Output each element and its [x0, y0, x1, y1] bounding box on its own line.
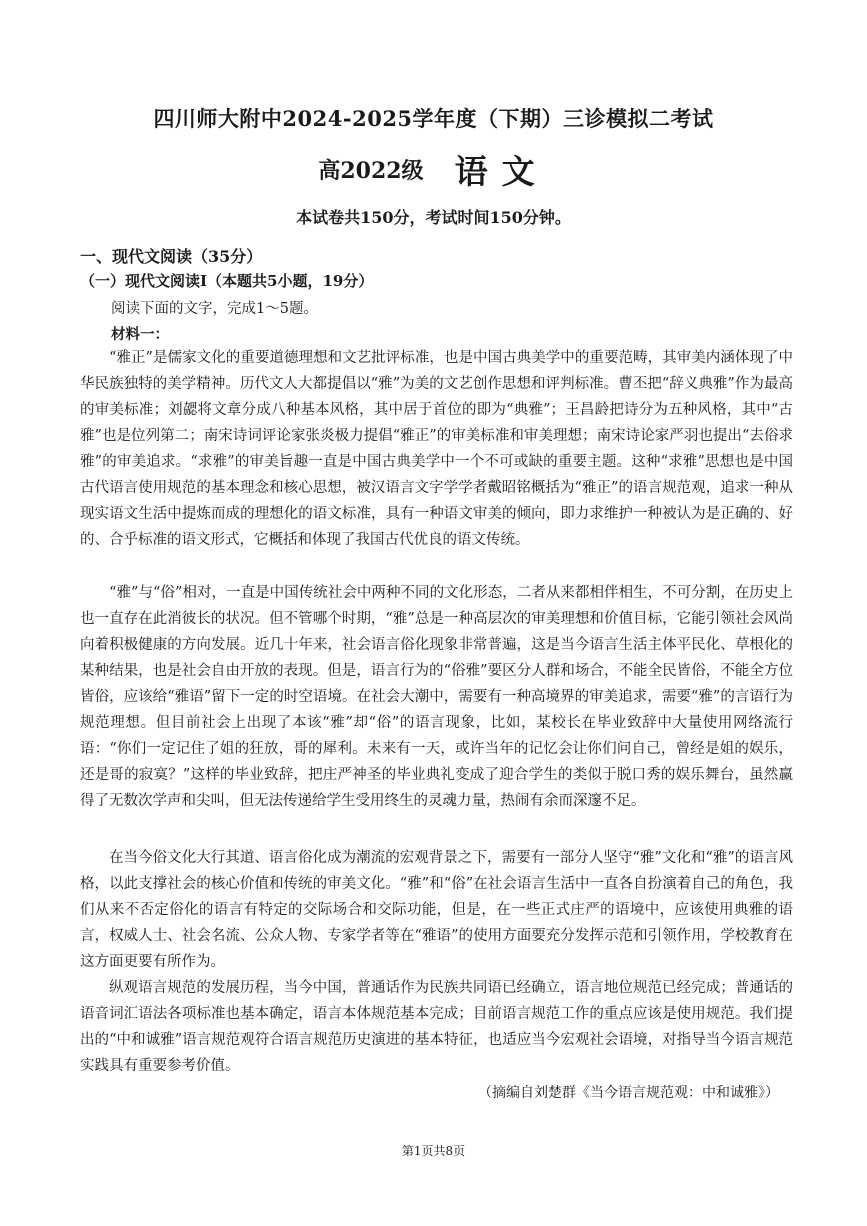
- exam-info: 本试卷共150分，考试时间150分钟。: [296, 208, 571, 227]
- subsection-heading: （一）现代文阅读Ⅰ（本题共5小题，19分）: [80, 272, 374, 290]
- page-indicator: 第1页共8页: [401, 1144, 466, 1158]
- body-paragraph: “雅正”是儒家文化的重要道德理想和文艺批评标准，也是中国古典美学中的重要范畴，其审美内涵体现了中华民族独特的美学精神。历代文人大都提倡以“雅”为美的文艺创作思想和评判标准。曹丕把“辞义典雅”作为最高的审美标准；刘勰将文章分成八种基本风格，其中居于首位的即为“典雅”；王昌龄把诗分为五种风格，其中“古雅”也是位列第二；南宋诗词评论家张炎极力提倡“雅正”的审美标准和审美理想；南宋诗论家严羽也提出“去俗求雅”的审美追求。“求雅”的审美旨趣一直是中国古典美学中一个不可或缺的重要主题。这种“求雅”思想也是中国古代语言使用规范的基本理念和核心思想，被汉语言文字学学者戴昭铭概括为“雅正”的语言规范观，追求一种从现实语文生活中提炼而成的理想化的语文标准，具有一种语文审美的倾向，即力求维护一种被认为是正确的、好的、合乎标准的语文形式，它概括和体现了我国古代优良的语文传统。: [80, 350, 793, 548]
- body-paragraph: “雅”与“俗”相对，一直是中国传统社会中两种不同的文化形态，二者从来都相伴相生，不可分割，在历史上也一直存在此消彼长的状况。但不管哪个时期，“雅”总是一种高层次的审美理想和价值目标，它能引领社会风尚向着积极健康的方向发展。近几十年来，社会语言俗化现象非常普遍，这是当今语言生活主体平民化、草根化的某种结果，也是社会自由开放的表现。但是，语言行为的“俗雅”要区分人群和场合，不能全民皆俗，不能全方位皆俗，应该给“雅语”留下一定的时空语境。在社会大潮中，需要有一种高境界的审美追求，需要“雅”的言语行为规范理想。但目前社会上出现了本该“雅”却“俗”的语言现象，比如，某校长在毕业致辞中大量使用网络流行语：“你们一定记住了姐的狂放，哥的犀利。未来有一天，或许当年的记忆会让你们问自己，曾经是姐的娱乐，还是哥的寂寞？”这样的毕业致辞，把庄严神圣的毕业典礼变成了迎合学生的类似于脱口秀的娱乐舞台，虽然赢得了无数次学声和尖叫，但无法传递给学生受用终生的灵魂力量，热闹有余而深邃不足。: [80, 585, 793, 809]
- body-paragraph: 纵观语言规范的发展历程，当今中国，普通话作为民族共同语已经确立，语言地位规范已经完成；普通话的语音词汇语法各项标准也基本确定，语言本体规范基本完成；目前语言规范工作的重点应该是使用规范。我们提出的“中和诚雅”语言规范观符合语言规范历史演进的基本特征，也适应当今宏观社会语境，对指导当今语言规范实践具有重要参考价值。: [80, 980, 793, 1074]
- exam-title: 四川师大附中2024-2025学年度（下期）三诊模拟二考试: [153, 106, 714, 131]
- section-heading: 一、现代文阅读（35分）: [80, 247, 263, 266]
- material-label: 材料一：: [111, 326, 169, 343]
- reading-instruction: 阅读下面的文字，完成1～5题。: [111, 301, 318, 317]
- body-paragraph: 在当今俗文化大行其道、语言俗化成为潮流的宏观背景之下，需要有一部分人坚守“雅”文化和“雅”的语言风格，以此支撑社会的核心价值和传统的审美文化。“雅”和“俗”在社会语言生活中一直各自扮演着自己的角色，我们从来不否定俗化的语言有特定的交际场合和交际功能，但是，在一些正式庄严的语境中，应该使用典雅的语言，权威人士、社会名流、公众人物、专家学者等在“雅语”的使用方面要充分发挥示范和引领作用，学校教育在这方面更要有所作为。: [80, 850, 793, 970]
- subject-line: [0, 146, 867, 193]
- grade-label: 高2022级: [318, 158, 424, 184]
- subject-title: 语文: [454, 152, 549, 191]
- source-citation: （摘编自刘楚群《当今语言规范观：中和诚雅》）: [478, 1084, 779, 1100]
